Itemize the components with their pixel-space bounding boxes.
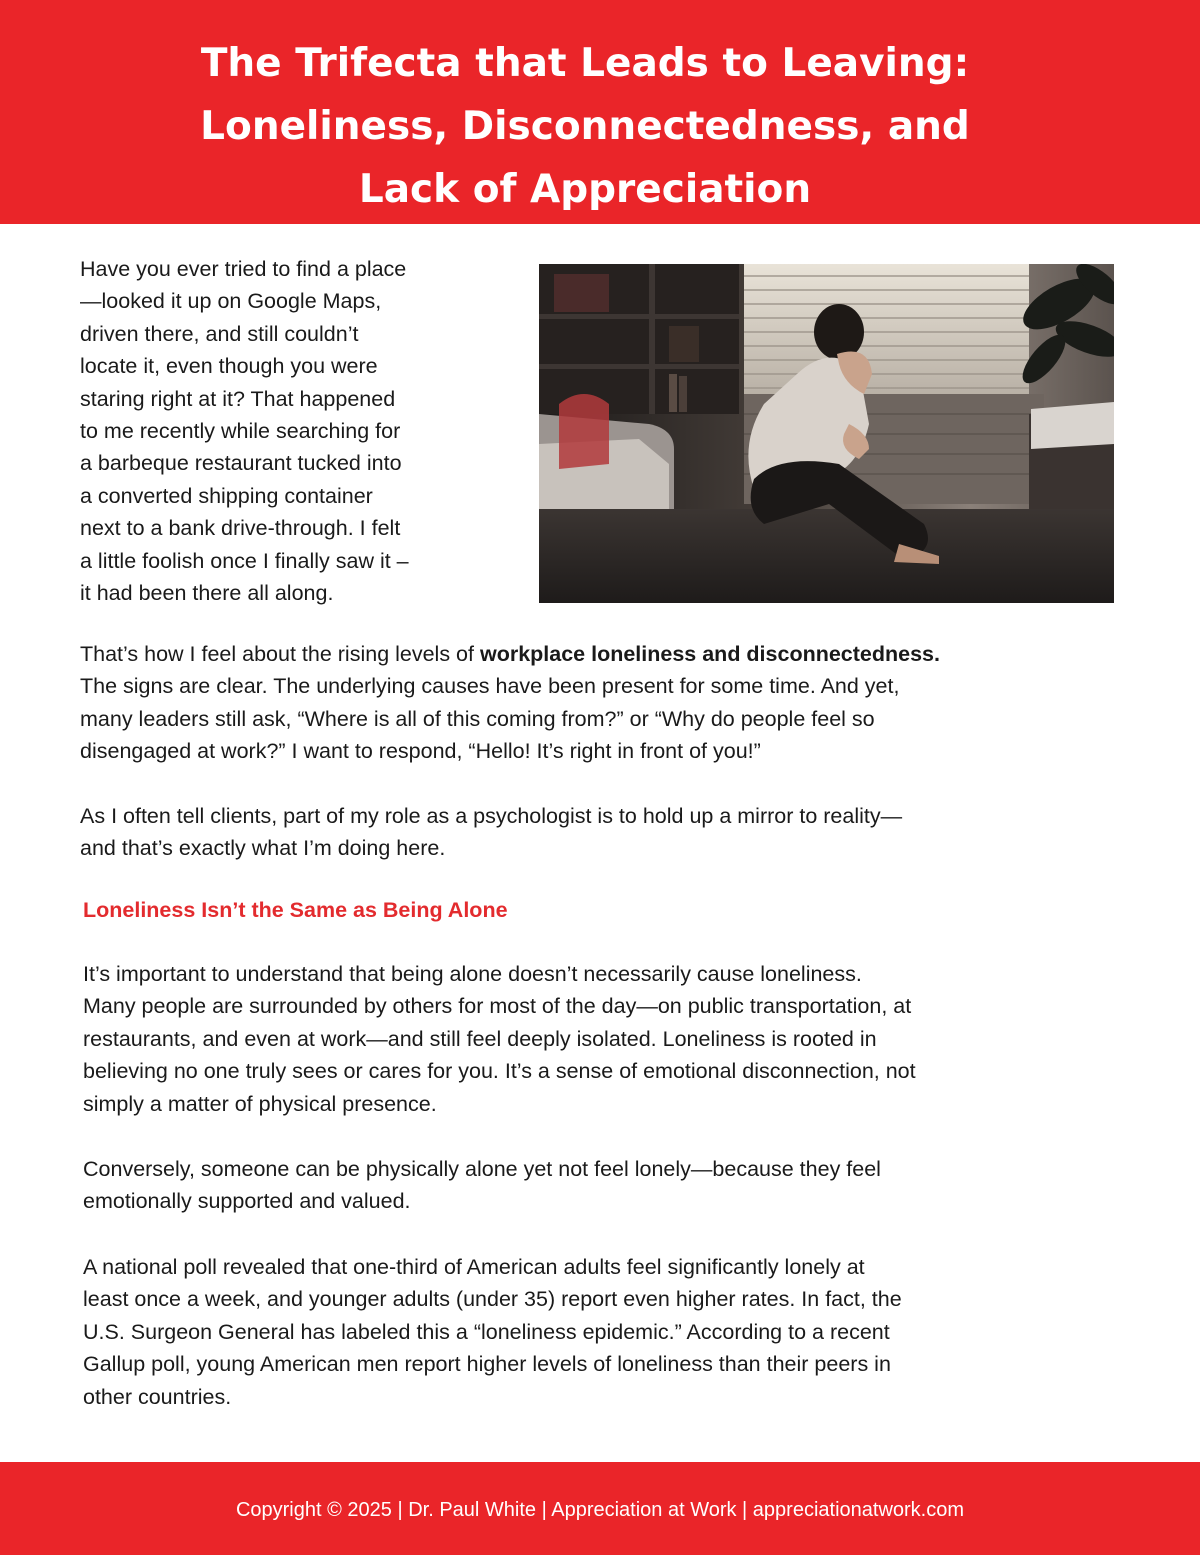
intro-line: driven there, and still couldn’t: [80, 321, 359, 346]
intro-paragraph: [80, 253, 505, 609]
paragraph-workplace-loneliness: [80, 638, 1140, 768]
title-line-3: Lack of Appreciation: [358, 167, 812, 212]
paragraph-line: Conversely, someone can be physically alone yet not feel lonely—because they feel: [83, 1157, 881, 1181]
photo-illustration: [539, 264, 1114, 603]
paragraph-line: least once a week, and younger adults (under 35) report even higher rates. In fact, the: [83, 1287, 902, 1312]
paragraph-mirror-to-reality: [80, 800, 1140, 865]
paragraph-line: simply a matter of physical presence.: [83, 1091, 437, 1116]
header-banner: [0, 0, 1200, 224]
paragraph-national-poll: [83, 1251, 1143, 1413]
paragraph-line: The signs are clear. The underlying causes have been present for some time. And yet,: [80, 674, 900, 699]
paragraph-line: A national poll revealed that one-third of American adults feel significantly lonely at: [83, 1255, 865, 1279]
paragraph-line: believing no one truly sees or cares for you. It’s a sense of emotional disconnection, not: [83, 1059, 916, 1084]
section-subheading: Loneliness Isn’t the Same as Being Alone: [83, 898, 508, 922]
intro-line: a barbeque restaurant tucked into: [80, 451, 402, 476]
title-line-2: Loneliness, Disconnectedness, and: [200, 104, 970, 149]
paragraph-line: emotionally supported and valued.: [83, 1189, 411, 1214]
paragraph-line: U.S. Surgeon General has labeled this a “loneliness epidemic.” According to a recent: [83, 1319, 890, 1344]
paragraph-line: and that’s exactly what I’m doing here.: [80, 836, 446, 861]
photo-person-sitting-alone: [539, 264, 1114, 603]
paragraph-line: many leaders still ask, “Where is all of this coming from?” or “Why do people feel so: [80, 706, 875, 731]
paragraph-conversely: [83, 1153, 1143, 1218]
intro-line: Have you ever tried to find a place: [80, 257, 407, 281]
paragraph-line: It’s important to understand that being alone doesn’t necessarily cause loneliness.: [83, 962, 862, 986]
title-line-1: The Trifecta that Leads to Leaving:: [200, 41, 970, 86]
paragraph-being-alone: [83, 958, 1143, 1120]
intro-line: it had been there all along.: [80, 581, 334, 606]
paragraph-line: disengaged at work?” I want to respond, “Hello! It’s right in front of you!”: [80, 739, 761, 764]
intro-line: —looked it up on Google Maps,: [80, 289, 382, 314]
paragraph-line: Many people are surrounded by others for most of the day—on public transportation, at: [83, 994, 912, 1019]
paragraph-line: restaurants, and even at work—and still feel deeply isolated. Loneliness is rooted in: [83, 1026, 877, 1051]
footer-banner: [0, 1462, 1200, 1555]
paragraph-line: [80, 638, 1140, 670]
intro-line: to me recently while searching for: [80, 419, 401, 444]
paragraph-line: As I often tell clients, part of my role as a psychologist is to hold up a mirror to reality—: [80, 804, 903, 828]
paragraph-lead-text: That’s how I feel about the rising levels of: [80, 642, 480, 666]
page-title: [130, 32, 1040, 221]
paragraph-line: Gallup poll, young American men report higher levels of loneliness than their peers in: [83, 1352, 891, 1377]
paragraph-line: other countries.: [83, 1384, 232, 1409]
intro-line: staring right at it? That happened: [80, 386, 396, 411]
footer-copyright: Copyright © 2025 | Dr. Paul White | Appreciation at Work | appreciationatwork.com: [235, 1499, 965, 1521]
intro-line: next to a bank drive-through. I felt: [80, 516, 401, 541]
intro-line: locate it, even though you were: [80, 354, 378, 379]
bold-phrase: workplace loneliness and disconnectedness.: [479, 642, 940, 666]
intro-line: a little foolish once I finally saw it –: [80, 548, 409, 573]
intro-line: a converted shipping container: [80, 483, 373, 508]
